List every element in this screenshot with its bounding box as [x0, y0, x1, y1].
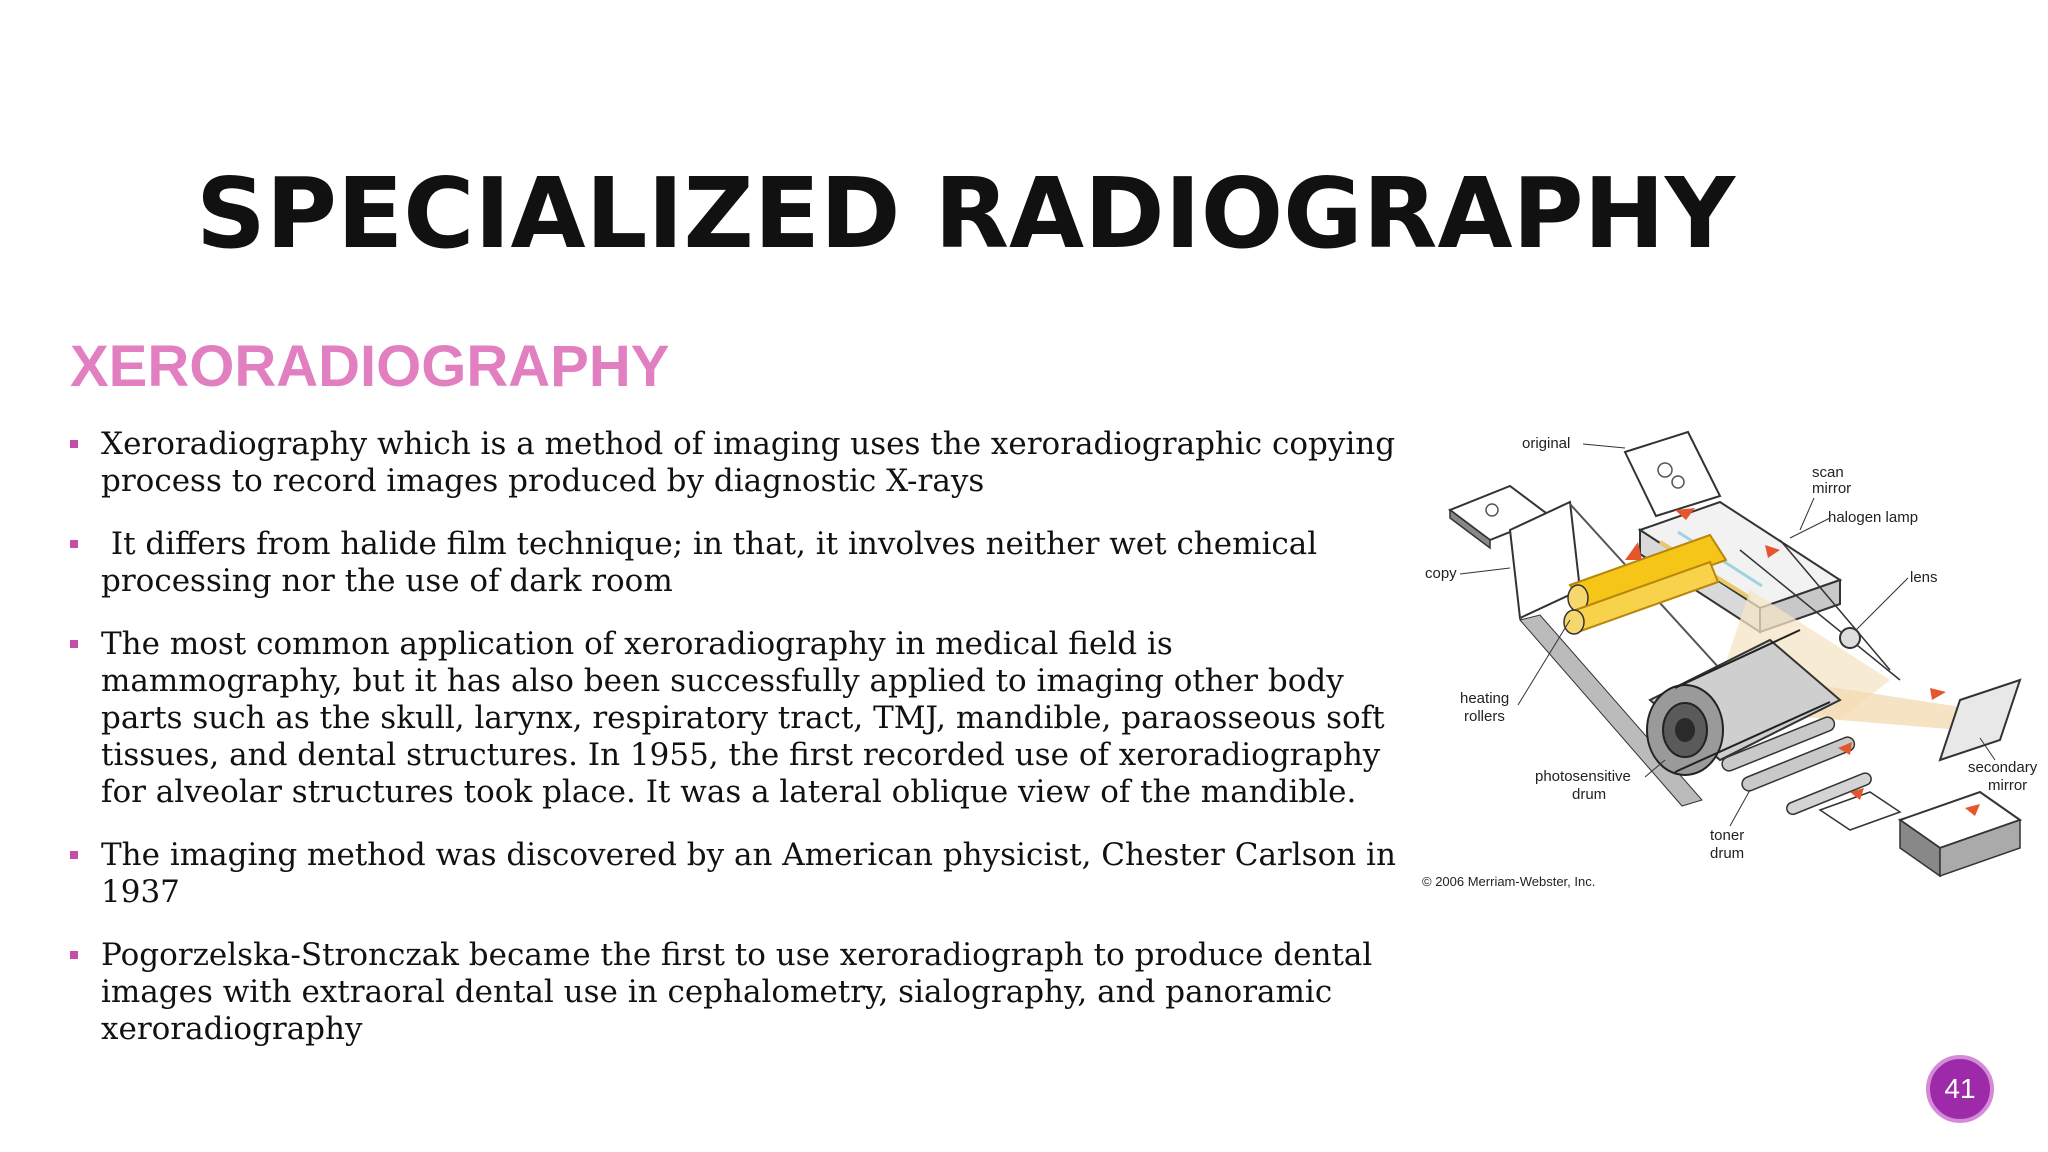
label-scan-mirror-line2: mirror: [1812, 480, 1852, 497]
label-secondary-mirror-line2: mirror: [1988, 777, 2028, 794]
slide-title: SPECIALIZED RADIOGRAPHY: [196, 157, 1736, 270]
bullet-text: Xeroradiography which is a method of imaging uses the xeroradiographic copying process to record images produced by diagnostic X-rays: [101, 426, 1396, 499]
bullet-text: It differs from halide film technique; in that, it involves neither wet chemical processing nor the use of dark room: [101, 526, 1328, 599]
label-toner-drum-line2: drum: [1710, 845, 1745, 862]
bullet-list: [70, 426, 1410, 1074]
original-sheet: [1625, 432, 1720, 516]
page-number-badge: 41: [1926, 1055, 1994, 1123]
label-toner-drum-line1: toner: [1710, 827, 1745, 844]
bullet-marker-icon: [70, 951, 78, 959]
label-scan-mirror-line1: scan: [1812, 464, 1844, 481]
paper-stack: [1820, 792, 2020, 876]
bullet-text: The most common application of xeroradiography in medical field is mammography, but it has also been successfully applied to imaging other body parts such as the skull, larynx, respiratory tract, TMJ, mandible, paraosseous soft tissues, and dental structures. In 1955, the first recorded use of xeroradiography for alveolar structures took place. It was a lateral oblique view of the mandible.: [101, 626, 1385, 810]
bullet-item: [70, 526, 1410, 600]
bullet-marker-icon: [70, 440, 78, 448]
label-halogen-lamp: halogen lamp: [1828, 509, 1919, 526]
bullet-item: [70, 937, 1410, 1048]
label-copy: copy: [1425, 565, 1457, 582]
bullet-text: Pogorzelska-Stronczak became the first to use xeroradiograph to produce dental images with extraoral dental use in cephalometry, sialography, and panoramic xeroradiography: [101, 937, 1373, 1047]
bullet-item: [70, 626, 1410, 811]
diagram-copyright: © 2006 Merriam-Webster, Inc.: [1422, 874, 1596, 889]
section-heading: XERORADIOGRAPHY: [70, 334, 670, 399]
xerography-diagram: [1420, 420, 2040, 900]
label-heating-rollers-line1: heating: [1460, 690, 1510, 707]
label-photosensitive-drum-line1: photosensitive: [1535, 768, 1631, 785]
label-heating-rollers-line2: rollers: [1464, 708, 1505, 725]
bullet-text: The imaging method was discovered by an American physicist, Chester Carlson in 1937: [101, 837, 1396, 910]
bullet-marker-icon: [70, 851, 78, 859]
label-secondary-mirror-line1: secondary: [1968, 759, 2038, 776]
label-photosensitive-drum-line2: drum: [1572, 786, 1607, 803]
bullet-item: [70, 426, 1410, 500]
bullet-marker-icon: [70, 540, 78, 548]
label-original: original: [1522, 435, 1571, 452]
bullet-marker-icon: [70, 640, 78, 648]
label-lens: lens: [1910, 569, 1938, 586]
bullet-item: [70, 837, 1410, 911]
